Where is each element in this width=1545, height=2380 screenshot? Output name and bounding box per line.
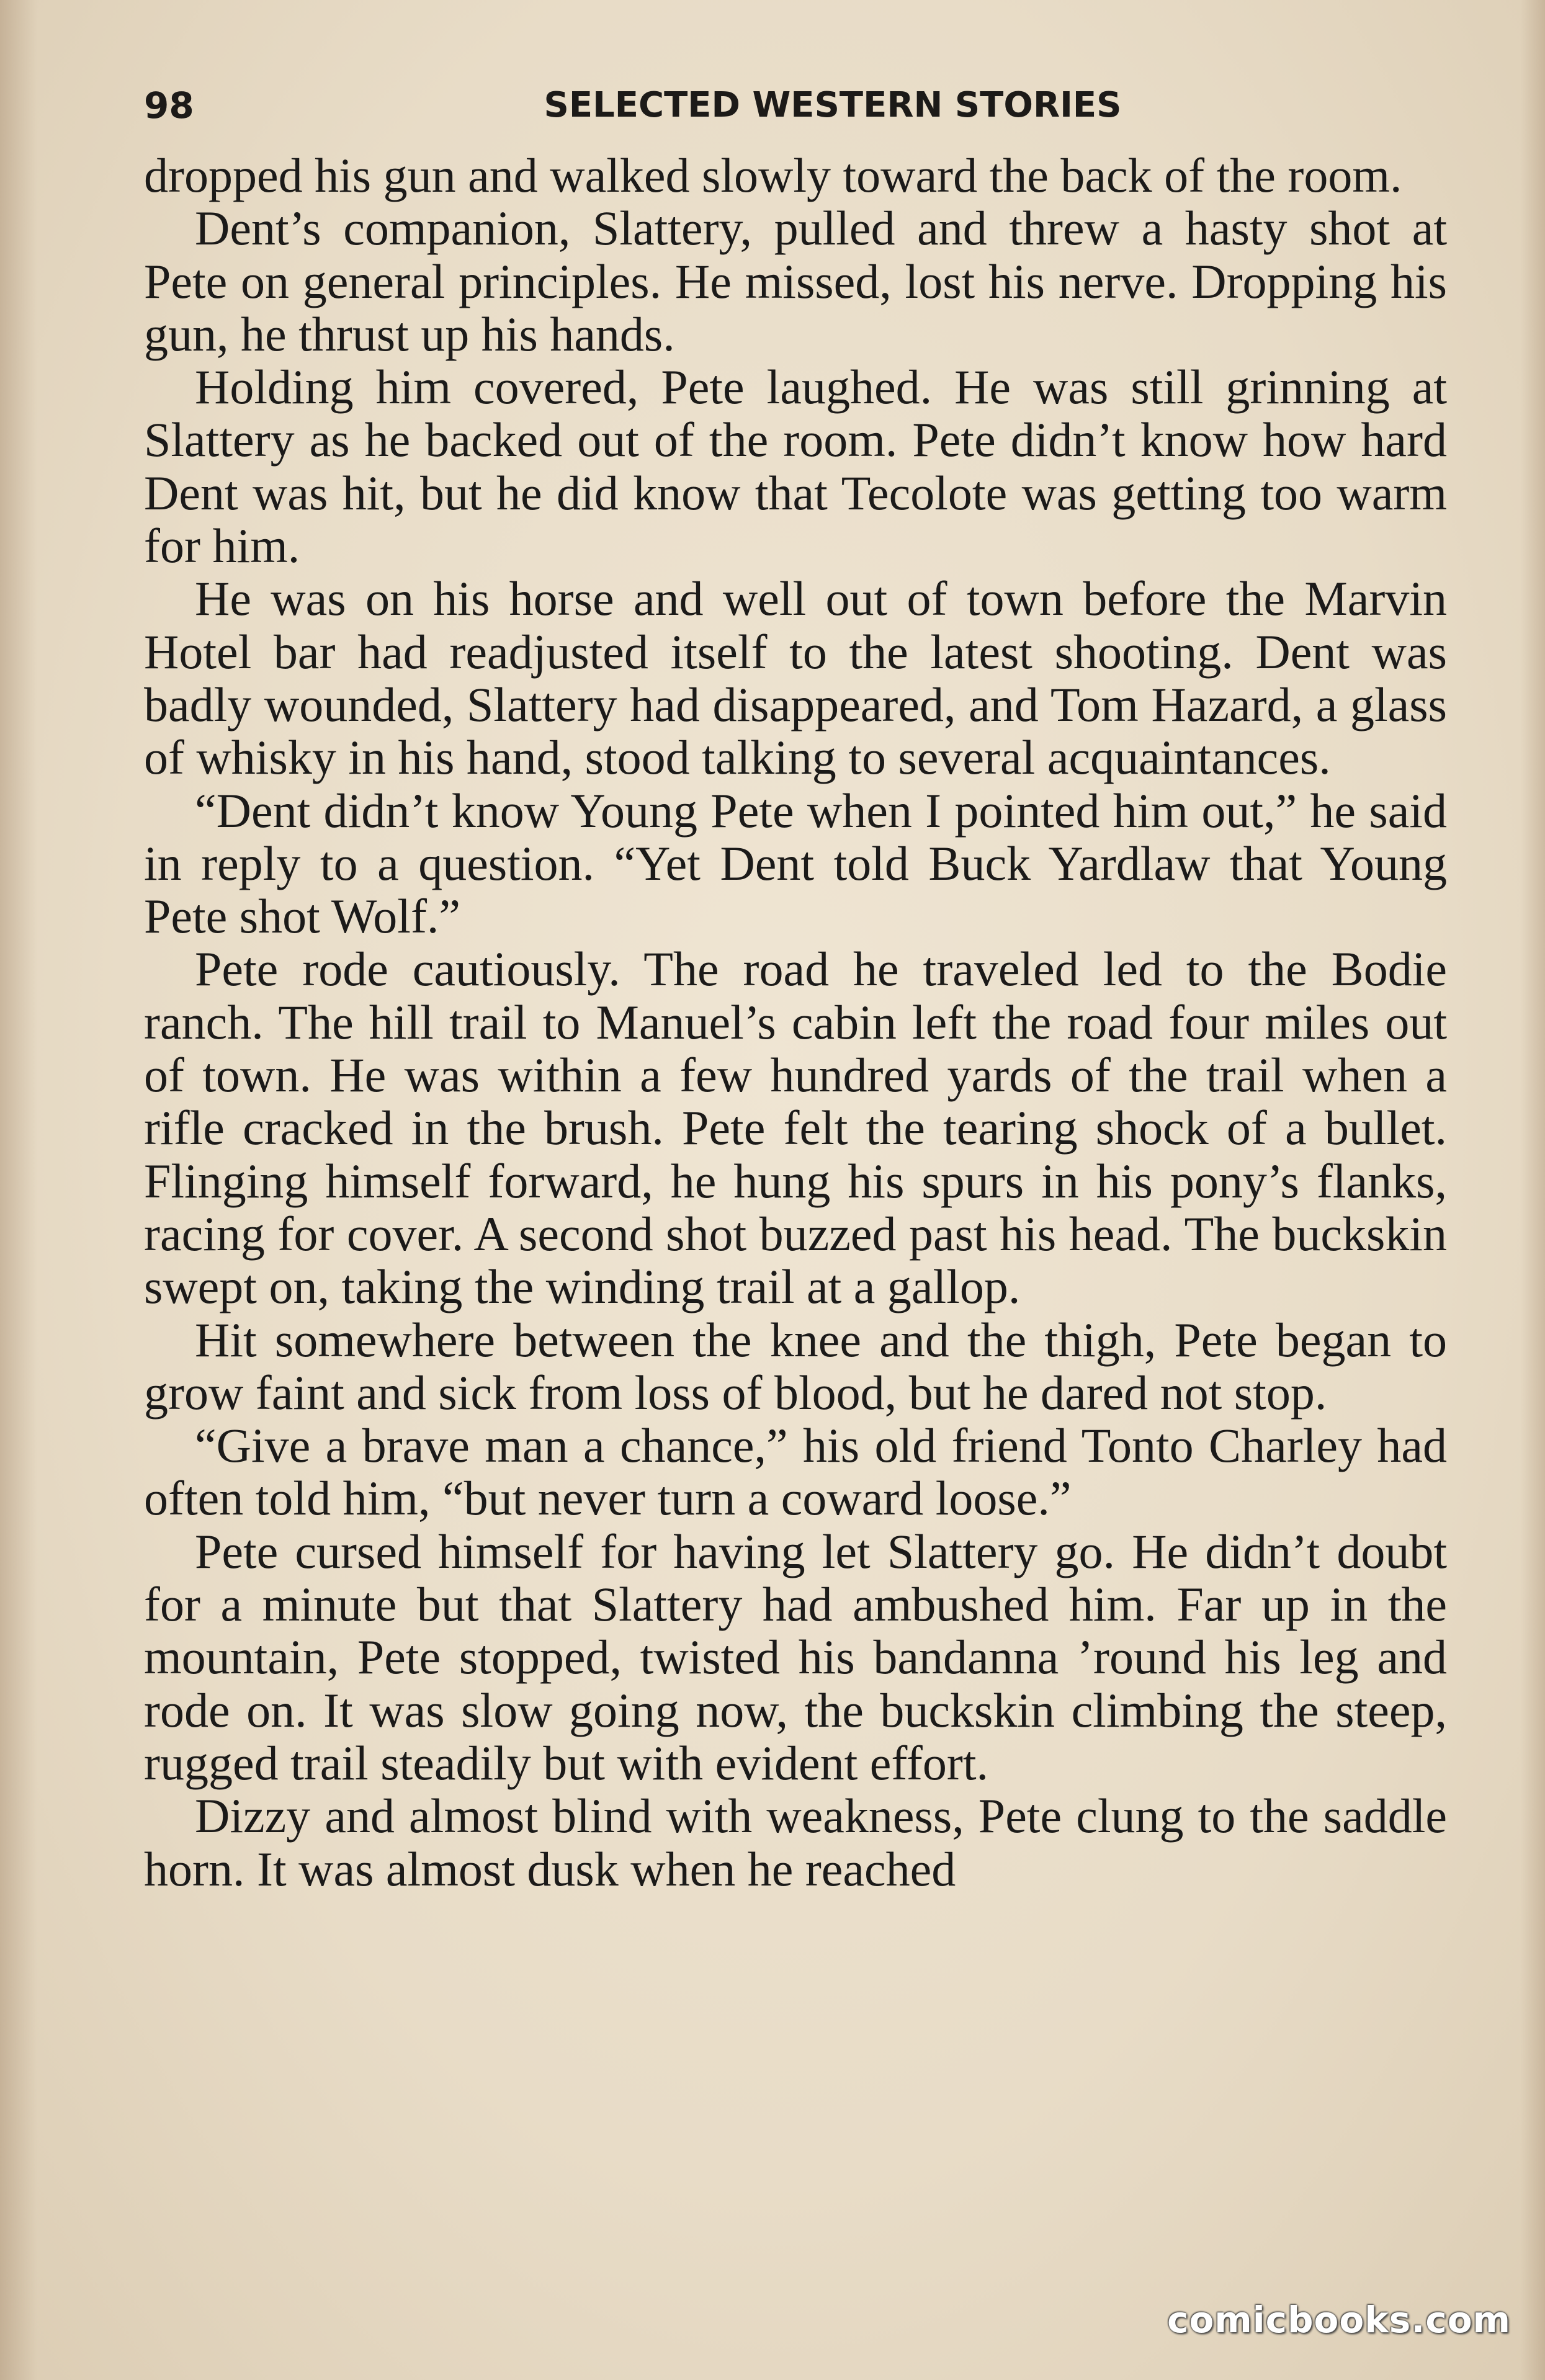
paragraph: Hit somewhere between the knee and the thigh, Pete began to grow faint and sick from loss of blood, but he dared not stop. (144, 1312, 1447, 1420)
page-number: 98 (144, 84, 194, 127)
page-header (144, 78, 1447, 133)
paragraph: Holding him covered, Pete laughed. He was still grinning at Slattery as he backed out of the room. Pete didn’t know how hard Dent was hit, but he did know that Tecolote was getting too warm for him. (144, 360, 1447, 573)
body-text (144, 149, 1447, 1895)
paragraph: Pete cursed himself for having let Slattery go. He didn’t doubt for a minute but that Slattery had ambushed him. Far up in the mountain, Pete stopped, twisted his bandanna ’round his leg and rode on. It was slow going now, the buckskin climbing the steep, rugged trail steadily but with evident effort. (144, 1524, 1447, 1790)
paragraph: Pete rode cautiously. The road he traveled led to the Bodie ranch. The hill trail to Manuel’s cabin left the road four miles out of town. He was within a few hundred yards of the trail when a rifle cracked in the brush. Pete felt the tearing shock of a bullet. Flinging himself forward, he hung his spurs in his pony’s flanks, racing for cover. A second shot buzzed past his head. The buckskin swept on, taking the winding trail at a gallop. (144, 942, 1447, 1314)
paragraph: Dizzy and almost blind with weakness, Pete clung to the saddle horn. It was almost dusk when he reached (144, 1789, 1447, 1896)
running-title: SELECTED WESTERN STORIES (544, 85, 1122, 125)
watermark-logo: comicbooks.com (1167, 2299, 1511, 2341)
paragraph: “Dent didn’t know Young Pete when I pointed him out,” he said in reply to a question. “Yet Dent told Buck Yardlaw that Young Pete shot Wolf.” (144, 783, 1447, 944)
paragraph: He was on his horse and well out of town before the Marvin Hotel bar had readjusted itself to the latest shooting. Dent was badly wounded, Slattery had disappeared, and Tom Hazard, a glass of whisky in his hand, stood talking to several acquaintances. (144, 571, 1447, 785)
paragraph: Dent’s companion, Slattery, pulled and threw a hasty shot at Pete on general principles. He missed, lost his nerve. Dropping his gun, he thrust up his hands. (144, 201, 1447, 361)
paragraph: dropped his gun and walked slowly toward the back of the room. (144, 148, 1402, 202)
page-edge-shadow-right (1520, 0, 1545, 2380)
page-edge-shadow-left (0, 0, 37, 2380)
paragraph: “Give a brave man a chance,” his old friend Tonto Charley had often told him, “but never turn a coward loose.” (144, 1418, 1447, 1526)
